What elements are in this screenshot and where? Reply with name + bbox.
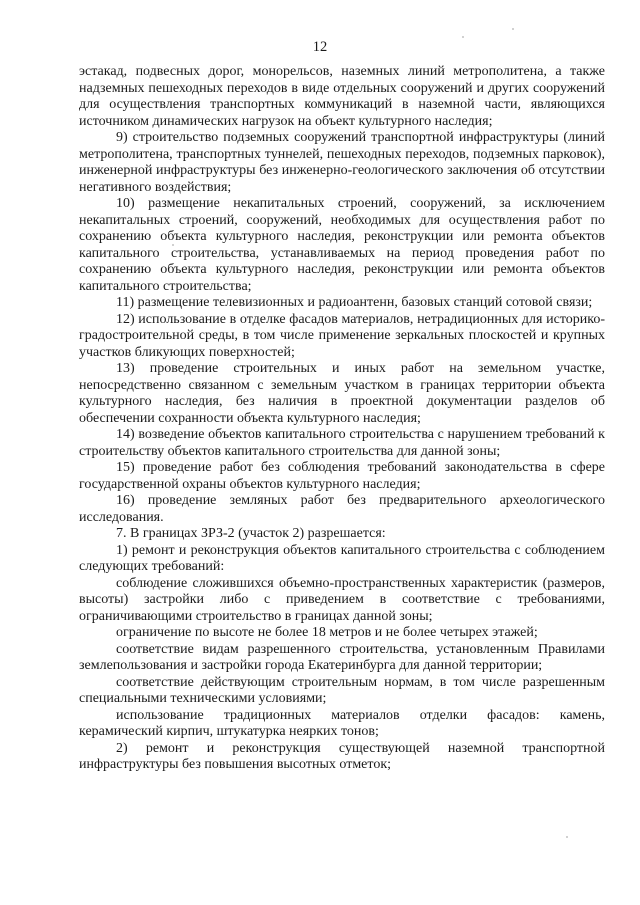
section-7-heading: 7. В границах ЗРЗ-2 (участок 2) разрешается:: [116, 526, 386, 541]
document-body: [79, 64, 605, 774]
page-number: 12: [312, 39, 328, 55]
scan-speck: [512, 28, 514, 30]
scan-speck: [462, 36, 464, 38]
paragraph-allowed-2: 2) ремонт и реконструкция существующей наземной транспортной инфраструктуры без повышения высотных отметок;: [79, 740, 605, 772]
paragraph-item-12: 12) использование в отделке фасадов материалов, нетрадиционных для историко-градостроительной среды, в том числе применение зеркальных плоскостей и крупных участков бликующих поверхностей;: [79, 311, 605, 360]
paragraph-item-9: 9) строительство подземных сооружений транспортной инфраструктуры (линий метрополитена, транспортных туннелей, пешеходных переходов, подземных парковок), инженерной инфраструктуры без инженерно-геологического заключения об отсутствии негативного воздействия;: [79, 130, 605, 195]
requirement-permitted-use: соответствие видам разрешенного строительства, установленным Правилами землепользования и застройки города Екатеринбурга для данной территории;: [79, 641, 605, 673]
paragraph-item-14: 14) возведение объектов капитального строительства с нарушением требований к строительству объектов капитального строительства для данной зоны;: [79, 427, 605, 459]
paragraph-item-15: 15) проведение работ без соблюдения требований законодательства в сфере государственной охраны объектов культурного наследия;: [79, 460, 605, 492]
paragraph-item-13: 13) проведение строительных и иных работ на земельном участке, непосредственно связанном с земельным участком в границах территории объекта культурного наследия, без наличия в проектной документации разделов об обеспечении сохранности объекта культурного наследия;: [79, 361, 605, 426]
paragraph-continuation: эстакад, подвесных дорог, монорельсов, наземных линий метрополитена, а также надземных пешеходных переходов в виде отдельных сооружений и других сооружений для осуществления транспортных коммуникаций в наземной части, являющихся источником динамических нагрузок на объект культурного наследия;: [79, 64, 605, 129]
scan-speck: [566, 836, 568, 838]
requirement-height-limit: ограничение по высоте не более 18 метров и не более четырех этажей;: [116, 625, 538, 640]
requirement-facade-materials: использование традиционных материалов отделки фасадов: камень, керамический кирпич, штукатурка неярких тонов;: [79, 707, 605, 739]
requirement-building-norms: соответствие действующим строительным нормам, в том числе разрешенным специальными техническими условиями;: [79, 674, 605, 706]
scan-speck: [172, 244, 174, 246]
paragraph-item-10: 10) размещение некапитальных строений, сооружений, за исключением некапитальных строений, сооружений, необходимых для осуществления работ по сохранению объекта культурного наследия, реконструкции или ремонта объектов капитального строительства, устанавливаемых на период проведения работ по сохранению объекта культурного наследия, реконструкции или ремонта объектов капитального строительства;: [79, 196, 605, 294]
paragraph-allowed-1: 1) ремонт и реконструкция объектов капитального строительства с соблюдением следующих требований:: [79, 542, 605, 574]
paragraph-item-16: 16) проведение земляных работ без предварительного археологического исследования.: [79, 493, 605, 525]
paragraph-item-11: 11) размещение телевизионных и радиоантенн, базовых станций сотовой связи;: [116, 295, 593, 310]
requirement-volume-spatial: соблюдение сложившихся объемно-пространственных характеристик (размеров, высоты) застройки либо с приведением в соответствие с требованиями, ограничивающими строительство в границах данной зоны;: [79, 575, 605, 624]
